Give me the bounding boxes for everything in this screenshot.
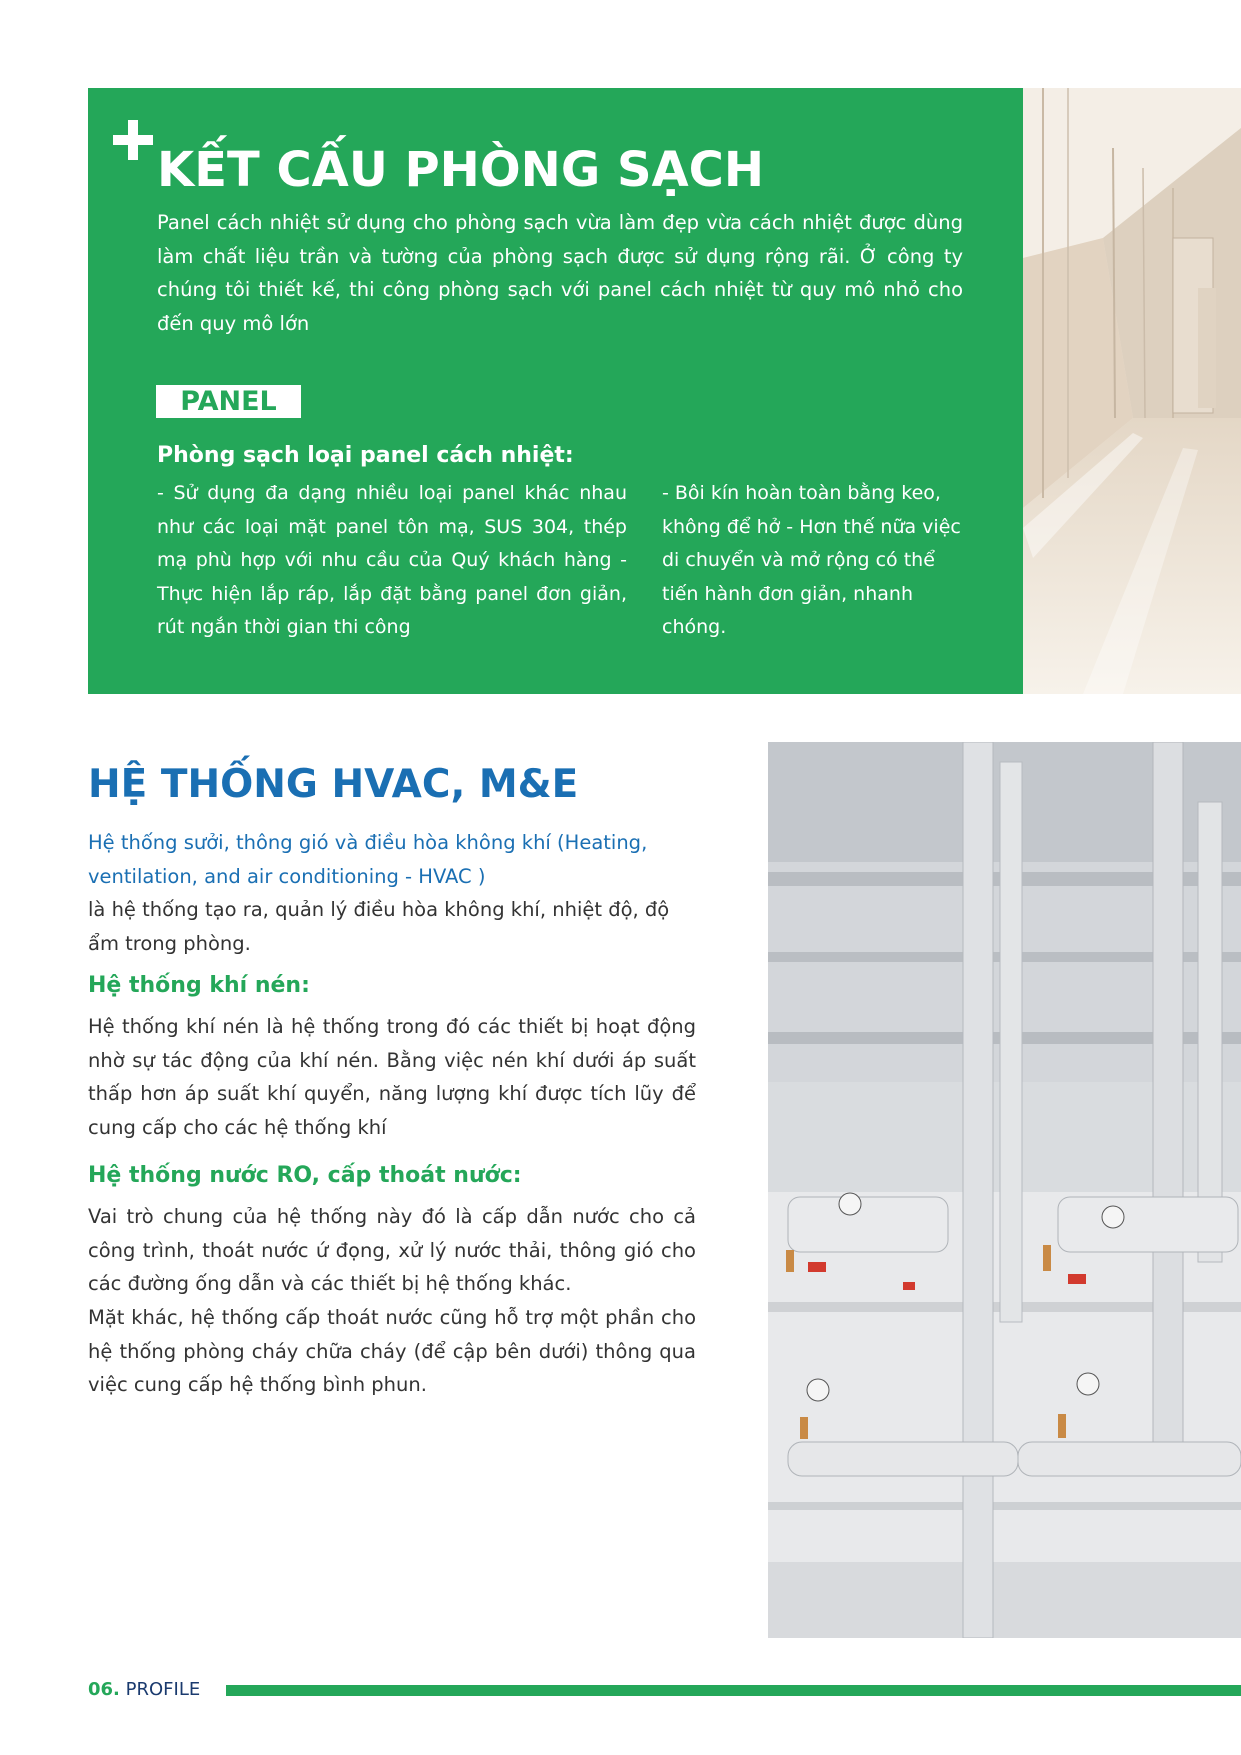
plus-icon: [113, 120, 153, 160]
panel-features-right: - Bôi kín hoàn toàn bằng keo, không để hở - Hơn thế nữa việc di chuyển và mở rộng có thể tiến hành đơn giản, nhanh chóng.: [662, 482, 961, 638]
hvac-blue-intro: Hệ thống sưởi, thông gió và điều hòa không khí (Heating, ventilation, and air conditioning - HVAC ): [88, 831, 648, 888]
panel-features-left: - Sử dụng đa dạng nhiều loại panel khác nhau như các loại mặt panel tôn mạ, SUS 304, thép mạ phù hợp với nhu cầu của Quý khách hàng - Thực hiện lắp ráp, lắp đặt bằng panel đơn giản, rút ngắn thời gian thi công: [157, 482, 627, 638]
cleanroom-photo: [1023, 88, 1241, 694]
footer-label: [88, 1679, 200, 1701]
hvac-title: HỆ THỐNG HVAC, M&E: [88, 762, 579, 807]
water-text-1: Vai trò chung của hệ thống này đó là cấp dẫn nước cho cả công trình, thoát nước ứ đọng, xử lý nước thải, thông gió cho các đường ống dẫn và các thiết bị hệ thống khác.: [88, 1205, 696, 1295]
water-heading: Hệ thống nước RO, cấp thoát nước:: [88, 1163, 522, 1188]
cleanroom-title: KẾT CẤU PHÒNG SẠCH: [157, 142, 765, 198]
panel-tag: PANEL: [156, 385, 301, 418]
water-text-2: Mặt khác, hệ thống cấp thoát nước cũng hỗ trợ một phần cho hệ thống phòng cháy chữa cháy (để cập bên dưới) thông qua việc cung cấp hệ thống bình phun.: [88, 1306, 696, 1396]
hvac-description: là hệ thống tạo ra, quản lý điều hòa không khí, nhiệt độ, độ ẩm trong phòng.: [88, 898, 670, 955]
page-number: 06.: [88, 1679, 120, 1700]
footer-profile-label: PROFILE: [125, 1679, 201, 1700]
panel-subheading: Phòng sạch loại panel cách nhiệt:: [157, 443, 574, 468]
footer-bar: [226, 1685, 1241, 1696]
hvac-photo: [768, 742, 1241, 1638]
cleanroom-intro: Panel cách nhiệt sử dụng cho phòng sạch vừa làm đẹp vừa cách nhiệt được dùng làm chất liệu trần và tường của phòng sạch được sử dụng rộng rãi. Ở công ty chúng tôi thiết kế, thi công phòng sạch với panel cách nhiệt từ quy mô nhỏ cho đến quy mô lớn: [157, 211, 963, 335]
compressed-air-heading: Hệ thống khí nén:: [88, 973, 310, 998]
compressed-air-text: Hệ thống khí nén là hệ thống trong đó các thiết bị hoạt động nhờ sự tác động của khí nén. Bằng việc nén khí dưới áp suất thấp hơn áp suất khí quyển, năng lượng khí được tích lũy để cung cấp cho các hệ thống khí: [88, 1015, 696, 1139]
